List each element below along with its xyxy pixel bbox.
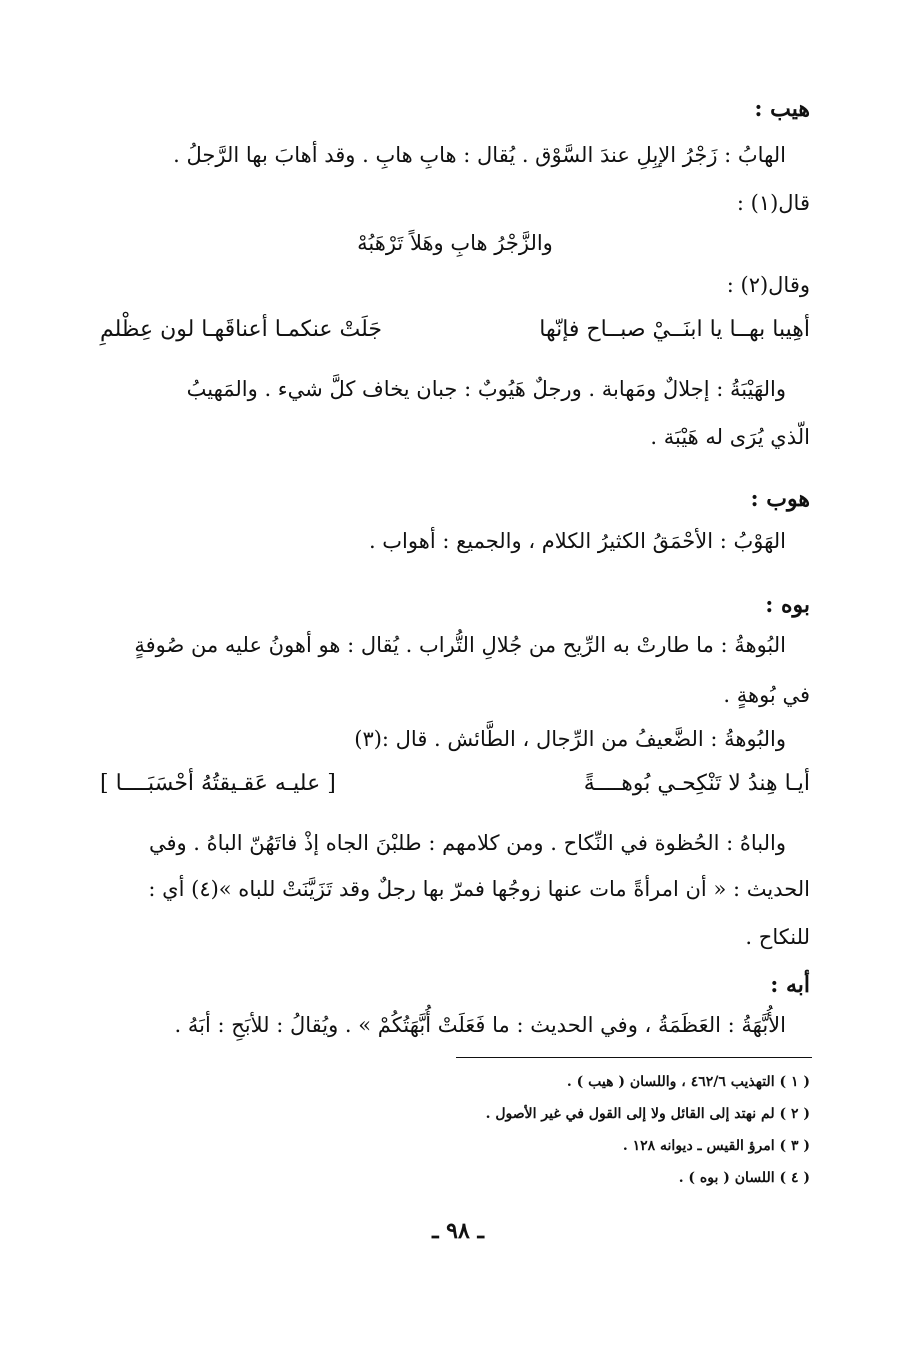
footnote: ( ٣ ) امرؤ القيس ـ ديوانه ١٢٨ . [622, 1138, 810, 1154]
verse-couplet [100, 314, 810, 346]
verse-couplet [100, 768, 810, 800]
paragraph-line: البُوهةُ : ما طارتْ به الرِّيح من جُلالِ التُّراب . يُقال : هو أهونُ عليه من صُوفةٍ [134, 633, 786, 657]
paragraph-line: للنكاح . [745, 925, 810, 949]
paragraph-line: الحديث : « أن امرأةً مات عنها زوجُها فمرّ بها رجلٌ وقد تَزَيَّنَتْ للباه »(٤) أي : [148, 877, 810, 901]
footnote: ( ٤ ) اللسان ( بوه ) . [678, 1170, 810, 1186]
paragraph-line: والباهُ : الحُظوة في النِّكاح . ومن كلامهم : طلبْنَ الجاه إذْ فاتَهُنّ الباهُ . وفي [148, 831, 786, 855]
verse-second-hemistich: جَلَتْ عنكمـا أعناقَهـا لون عِظْلمِ [100, 317, 382, 342]
entry-heading-hwb: هوب : [750, 486, 810, 512]
quote-intro: قال(١) : [736, 191, 810, 215]
footnote: ( ٢ ) لم نهتد إلى القائل ولا إلى القول في غير الأصول . [485, 1106, 810, 1122]
paragraph-line: الأُبَّهَةُ : العَظَمَةُ ، وفي الحديث : ما فَعَلَتْ أُبَّهَتُكُمْ » . ويُقالُ : للأبَحِ : أبَهُ . [174, 1013, 786, 1037]
footnote: ( ١ ) التهذيب ٤٦٢/٦ ، واللسان ( هيب ) . [566, 1074, 810, 1090]
paragraph-line: والبُوهةُ : الضَّعيفُ من الرِّجال ، الطَّائش . قال :(٣) [354, 727, 786, 751]
verse-first-hemistich: أيـا هِندُ لا تَنْكِحـي بُوهــــةً [583, 771, 810, 796]
paragraph-line: والهَيْبَةُ : إجلالٌ ومَهابة . ورجلٌ هَيُوبٌ : جبان يخاف كلَّ شيء . والمَهيبُ [186, 377, 786, 401]
footnote-divider [456, 1057, 812, 1058]
paragraph-line: الّذي يُرَى له هَيْبَة . [650, 425, 810, 449]
entry-heading-abh: أبه : [770, 972, 810, 998]
verse-line: والزَّجْرُ هابِ وهَلاً تَرْهَبُهْ [357, 231, 553, 255]
entry-heading-hyb: هيب : [754, 96, 810, 122]
entry-heading-bwh: بوه : [765, 592, 810, 618]
page-number: ـ ٩٨ ـ [432, 1218, 484, 1244]
verse-second-hemistich: [ عليـه عَقـيقتُهُ أحْسَبَــــا ] [100, 771, 336, 796]
paragraph-line: في بُوهةٍ . [723, 683, 810, 707]
verse-first-hemistich: أهِيبا بهــا يا ابنَــيْ صبــاح فإنّها [539, 317, 810, 342]
paragraph-line: الهابُ : زَجْرُ الإبِلِ عندَ السَّوْق . يُقال : هابِ هابِ . وقد أهابَ بها الرَّجلُ . [173, 143, 786, 167]
paragraph-line: الهَوْبُ : الأحْمَقُ الكثيرُ الكلام ، والجميع : أهواب . [368, 529, 786, 553]
quote-intro: وقال(٢) : [726, 273, 810, 297]
